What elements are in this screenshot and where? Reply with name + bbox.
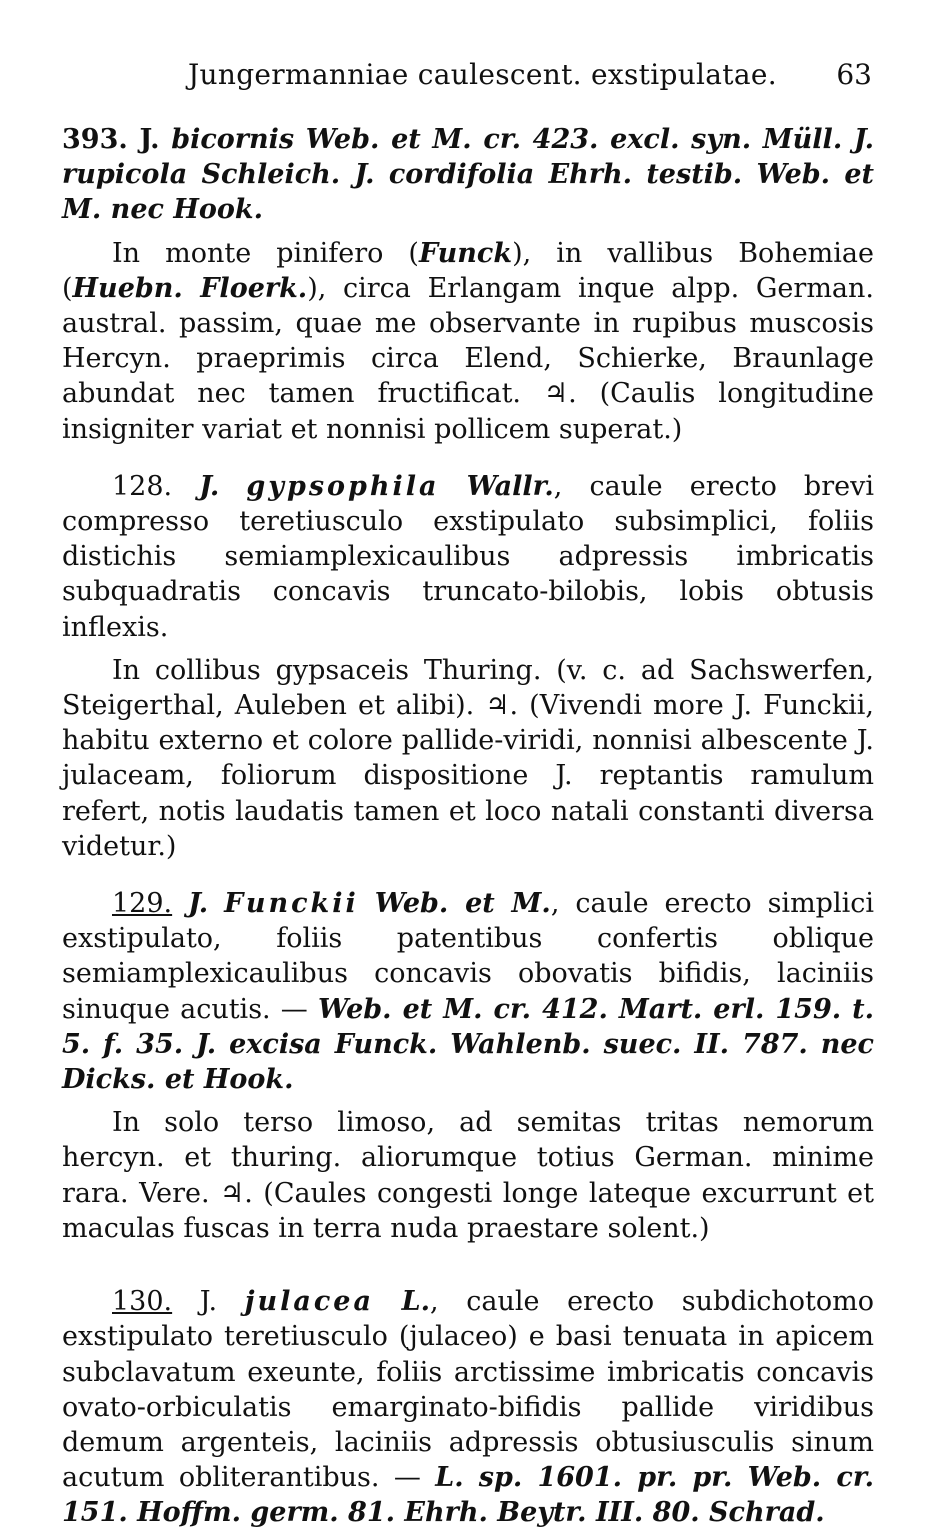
- entry-habitat: [62, 236, 874, 447]
- habitat-segment: In monte pinifero (: [112, 237, 419, 269]
- species-author: L.: [401, 1286, 431, 1318]
- habitat-segment: Funck: [418, 237, 513, 269]
- species-number: 128.: [112, 470, 173, 502]
- habitat-text: In collibus gypsaceis Thuring. (v. c. ad Sachswerfen, Steigerthal, Auleben et alibi). ♃. (Vivendi more J. Funckii, habitu externo et colore pallide-viridi, nonnisi albescente J. julaceam, foliorum dispositione J. reptantis ramulum refert, notis laudatis tamen et loco natali constanti diversa videtur.): [62, 654, 874, 862]
- synonymy-segment: bicornis Web. et M. cr. 423. excl. syn. Müll. J. rupicola Schleich. J. cordifolia Ehrh. testib. Web. et M. nec Hook.: [62, 124, 874, 226]
- running-title: Jungermanniae caulescent. exstipulatae.: [188, 58, 777, 91]
- species-number: 130.: [112, 1286, 173, 1318]
- page-number: 63: [836, 58, 872, 91]
- species-diagnosis: [62, 1284, 874, 1530]
- species-habitat: [62, 653, 874, 864]
- species-references: Web. et M. cr. 412. Mart. erl. 159. t. 5. f. 35. J. excisa Funck. Wahlenb. suec. II. 787. nec Dicks. et Hook.: [62, 993, 874, 1096]
- habitat-segment: ), in vallibus Bohemiae (: [62, 237, 874, 304]
- species-name: julacea: [244, 1286, 374, 1318]
- species-habitat: [62, 1105, 874, 1246]
- species-name: gypsophila: [246, 470, 440, 502]
- genus-abbrev: J.: [188, 888, 209, 920]
- diagnosis-text: , caule erecto subdichotomo exstipulato teretiusculo (julaceo) e basi tenuata in apicem subclavatum exeunte, foliis arctissime imbricatis concavis ovato-orbiculatis emarginato-bifidis pallide viridibus demum argenteis, laciniis adpressis obtusiusculis sinum acutum obliterantibus. —: [62, 1286, 874, 1494]
- species-author: Wallr.: [466, 470, 554, 502]
- synonymy-segment: 393. J.: [62, 124, 172, 155]
- species-author: Web. et M.: [374, 888, 551, 920]
- entry-synonymy: [62, 122, 874, 228]
- species-name: Funckii: [224, 888, 359, 920]
- diagnosis-text: , caule erecto simplici exstipulato, foliis patentibus confertis oblique semiamplexicaulibus concavis obovatis bifidis, laciniis sinuque acutis. —: [62, 888, 874, 1025]
- page-header: [60, 58, 872, 98]
- species-diagnosis: [62, 886, 874, 1097]
- genus-abbrev: J.: [199, 1286, 218, 1318]
- page-body: [62, 122, 874, 1531]
- habitat-segment: ), circa Erlangam inque alpp. German. austral. passim, quae me observante in rupibus muscosis Hercyn. praeprimis circa Elend, Schierke, Braunlage abundat nec tamen fructificat. ♃. (Caulis longitudine insigniter variat et nonnisi pollicem superat.): [62, 272, 874, 445]
- species-diagnosis: [62, 469, 874, 645]
- species-references: L. sp. 1601. pr. pr. Web. cr. 151. Hoffm. germ. 81. Ehrh. Beytr. III. 80. Schrad.: [62, 1462, 874, 1529]
- species-number: 129.: [112, 888, 173, 920]
- habitat-text: In solo terso limoso, ad semitas tritas nemorum hercyn. et thuring. aliorumque totius German. minime rara. Vere. ♃. (Caules congesti longe lateque excurrunt et maculas fuscas in terra nuda praestare solent.): [62, 1107, 874, 1244]
- genus-abbrev: J.: [199, 470, 220, 502]
- habitat-segment: Huebn. Floerk.: [72, 272, 308, 304]
- diagnosis-text: , caule erecto brevi compresso teretiusculo exstipulato subsimplici, foliis distichis semiamplexicaulibus adpressis imbricatis subquadratis concavis truncato-bilobis, lobis obtusis inflexis.: [62, 470, 874, 643]
